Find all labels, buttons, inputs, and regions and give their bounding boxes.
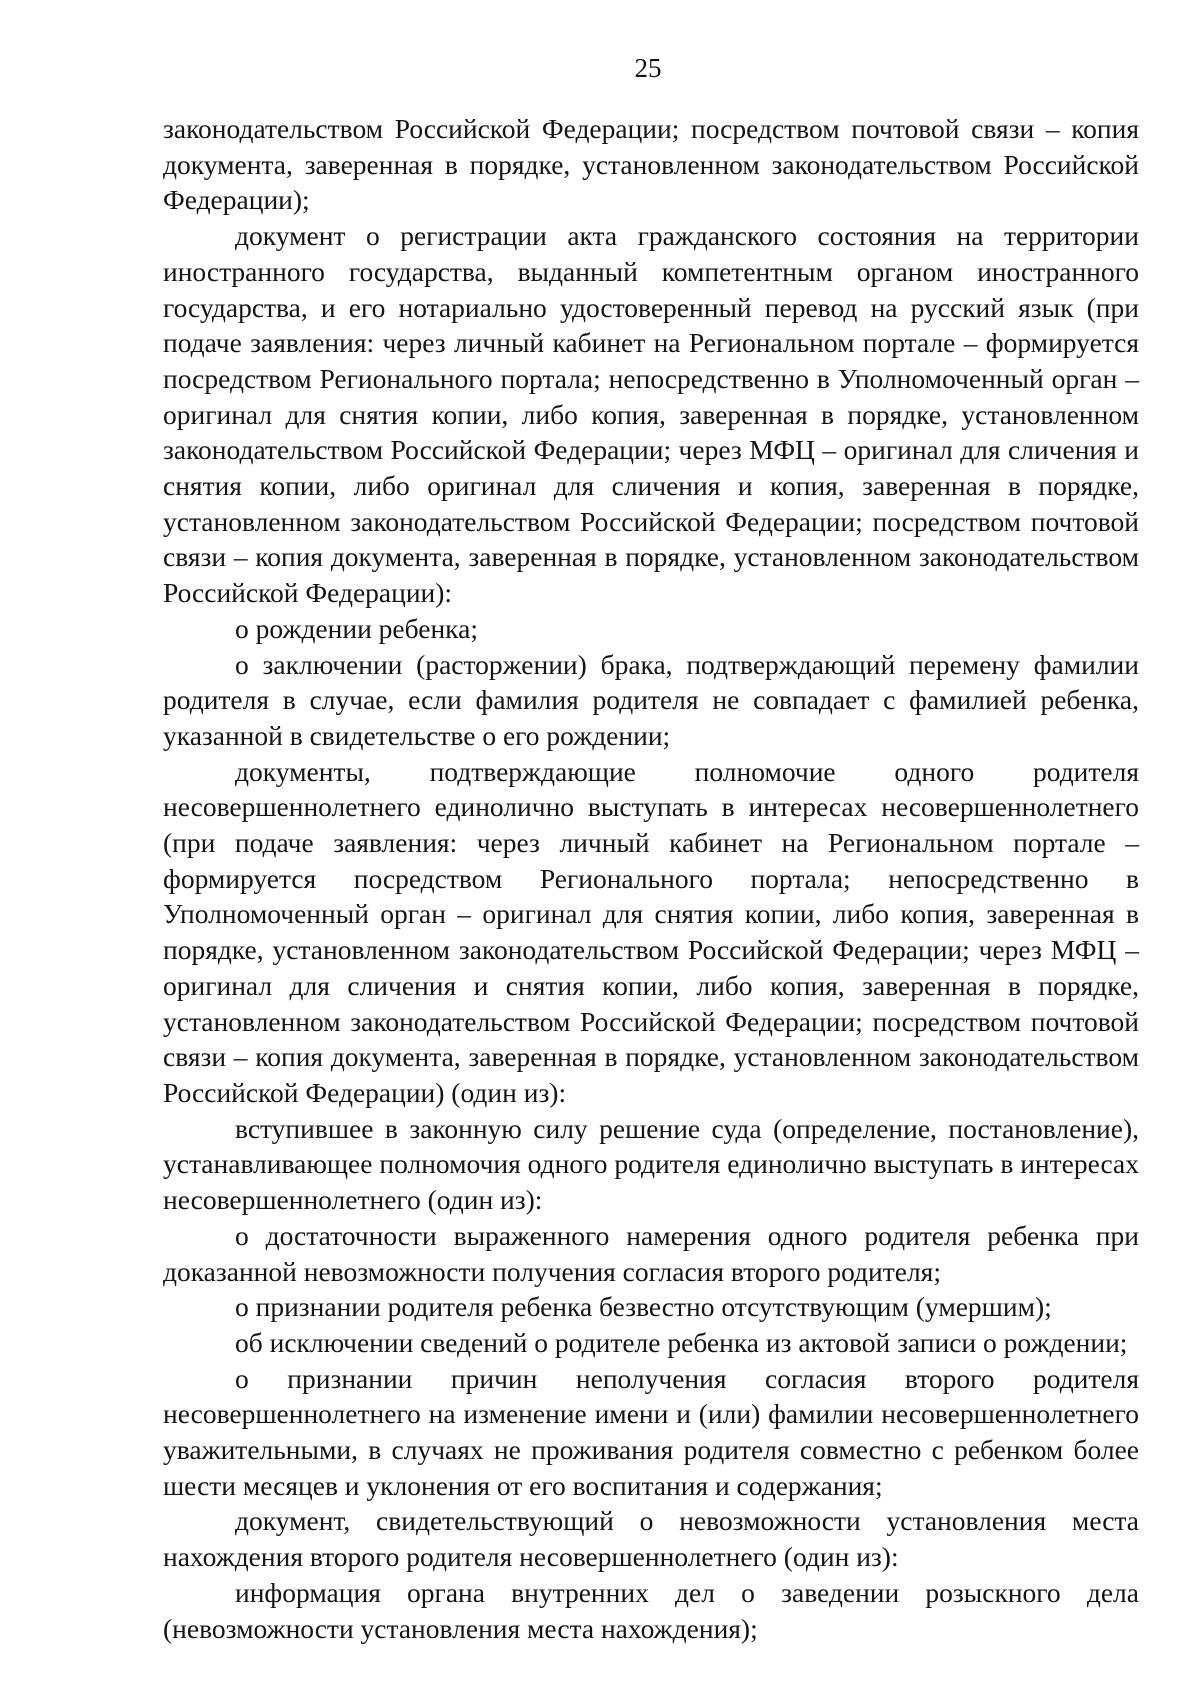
list-item-marriage: о заключении (расторжении) брака, подтверждающий перемену фамилии родителя в случае, если фамилия родителя не совпадает с фамилией ребенка, указанной в свидетельстве о его рождении; [163, 648, 1139, 751]
list-item-police-search: информация органа внутренних дел о заведении розыскного дела (невозможности установления места нахождения); [163, 1576, 1139, 1644]
document-body [163, 111, 1139, 1646]
page-number: 25 [634, 53, 662, 83]
list-item-exclusion-from-record: об исключении сведений о родителе ребенка из актовой записи о рождении; [235, 1326, 1128, 1358]
paragraph-continuation: законодательством Российской Федерации; посредством почтовой связи – копия документа, заверенная в порядке, установленном законодательством Российской Федерации); [163, 113, 1139, 216]
list-item-birth: о рождении ребенка; [235, 612, 478, 644]
list-item-valid-reasons: о признании причин неполучения согласия второго родителя несовершеннолетнего на изменение имени и (или) фамилии несовершеннолетнего уважительными, в случаях не проживания родителя совместно с ребенком более шести месяцев и уклонения от его воспитания и содержания; [163, 1362, 1139, 1501]
paragraph-location-impossible: документ, свидетельствующий о невозможности установления места нахождения второго родителя несовершеннолетнего (один из): [163, 1505, 1139, 1573]
paragraph-court-decision: вступившее в законную силу решение суда (определение, постановление), устанавливающее полномочия одного родителя единолично выступать в интересах несовершеннолетнего (один из): [163, 1112, 1139, 1216]
list-item-missing-parent: о признании родителя ребенка безвестно отсутствующим (умершим); [235, 1291, 1052, 1323]
paragraph-foreign-registration-document: документ о регистрации акта гражданского состояния на территории иностранного государства, выданный компетентным органом иностранного государства, и его нотариально удостоверенный перевод на русский язык (при подаче заявления: через личный кабинет на Региональном портале – формируется посредством Регионального портала; непосредственно в Уполномоченный орган – оригинал для снятия копии, либо копия, заверенная в порядке, установленном законодательством Российской Федерации; через МФЦ – оригинал для сличения и снятия копии, либо оригинал для сличения и копия, заверенная в порядке, установленном законодательством Российской Федерации; посредством почтовой связи – копия документа, заверенная в порядке, установленном законодательством Российской Федерации): [163, 220, 1139, 609]
list-item-sufficiency-of-intent: о достаточности выраженного намерения одного родителя ребенка при доказанной невозможности получения согласия второго родителя; [163, 1219, 1139, 1287]
paragraph-parent-authority-documents: документы, подтверждающие полномочие одного родителя несовершеннолетнего единолично выступать в интересах несовершеннолетнего (при подаче заявления: через личный кабинет на Региональном портале – формируется посредством Регионального портала; непосредственно в Уполномоченный орган – оригинал для снятия копии, либо копия, заверенная в порядке, установленном законодательством Российской Федерации; через МФЦ – оригинал для сличения и снятия копии, либо копия, заверенная в порядке, установленном законодательством Российской Федерации; посредством почтовой связи – копия документа, заверенная в порядке, установленном законодательством Российской Федерации) (один из): [163, 755, 1139, 1108]
